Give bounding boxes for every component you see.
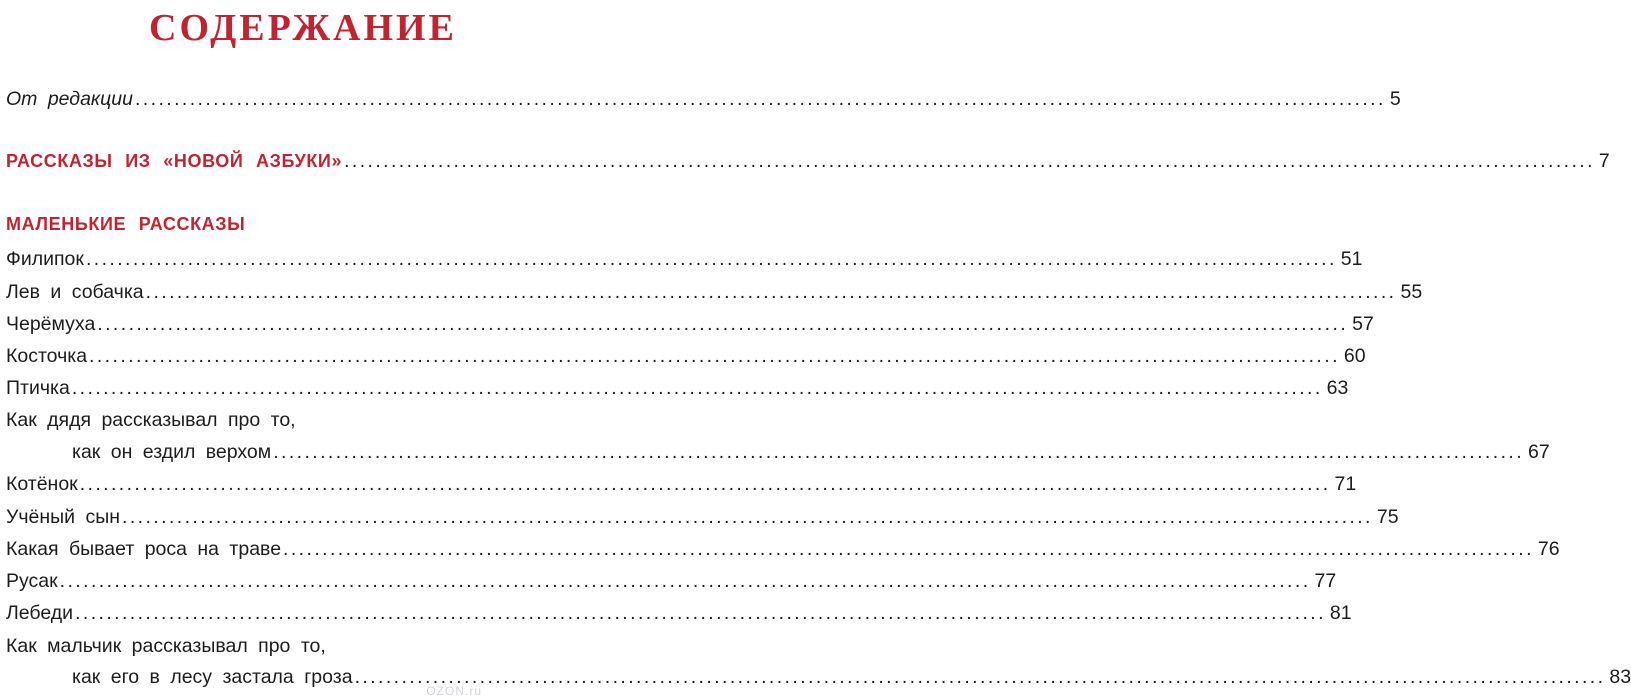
toc-page-number: 81 [1329,602,1352,624]
toc-entry[interactable] [72,441,1550,464]
toc-entry-intro[interactable] [6,88,1401,111]
dot-leader: ................................................................................................................................................................ [283,538,1534,560]
dot-leader: ................................................................................................................................................................ [71,377,1323,399]
page-title: СОДЕРЖАНИЕ [149,7,457,49]
dot-leader: ................................................................................................................................................................ [75,602,1326,624]
dot-leader: ................................................................................................................................................................ [145,281,1397,303]
toc-entry[interactable] [6,473,1357,496]
toc-entry[interactable] [6,281,1423,304]
toc-entry[interactable] [6,377,1349,400]
toc-entry-title: Черёмуха [6,313,96,335]
toc-entry-title: От редакции [6,88,133,110]
toc-page-number: 60 [1343,345,1366,367]
toc-page-number: 67 [1528,441,1550,463]
dot-leader: ................................................................................................................................................................ [273,441,1525,463]
toc-entry[interactable] [72,666,1631,689]
toc-page-number: 75 [1376,506,1399,528]
toc-entry[interactable] [6,345,1366,368]
dot-leader: ................................................................................................................................................................ [354,666,1606,688]
toc-entry-title: Птичка [6,377,70,399]
toc-entry[interactable] [6,506,1399,529]
dot-leader: ................................................................................................................................................................ [134,88,1386,110]
toc-entry-title: как он ездил верхом [72,441,272,463]
toc-entry-title: Лев и собачка [6,281,144,303]
toc-page-number: 57 [1352,313,1374,335]
section-heading: МАЛЕНЬКИЕ РАССКАЗЫ [6,214,246,234]
toc-page-number: 7 [1598,150,1610,172]
watermark-logo: OZON.ru [426,684,482,698]
dot-leader: ................................................................................................................................................................ [97,313,1349,335]
toc-entry[interactable] [6,570,1337,593]
toc-entry-title: как его в лесу застала гроза [72,666,353,688]
toc-page-number: 55 [1400,281,1423,303]
toc-page-number: 76 [1537,538,1560,560]
toc-entry-first-line: Как мальчик рассказывал про то, [6,635,326,657]
dot-leader: ................................................................................................................................................................ [122,506,1373,528]
toc-page-number: 63 [1326,377,1349,399]
dot-leader: ................................................................................................................................................................ [79,473,1331,495]
toc-entry-title: Какая бывает роса на траве [6,538,282,560]
dot-leader: ................................................................................................................................................................ [85,248,1337,270]
toc-entry-title: Учёный сын [6,506,121,528]
toc-entry-title: Русак [6,570,58,592]
toc-entry-part[interactable] [6,150,1610,173]
toc-entry-title: Косточка [6,345,88,367]
toc-entry[interactable] [6,602,1352,625]
toc-page-number: 77 [1314,570,1337,592]
toc-page-number: 83 [1609,666,1631,688]
dot-leader: ................................................................................................................................................................ [89,345,1340,367]
toc-entry-title: Котёнок [6,473,78,495]
dot-leader: ................................................................................................................................................................ [344,150,1595,172]
toc-entry[interactable] [6,538,1560,561]
toc-entry-title: Филипок [6,248,84,270]
toc-page-number: 71 [1334,473,1357,495]
dot-leader: ................................................................................................................................................................ [59,570,1311,592]
toc-page-number: 51 [1340,248,1363,270]
toc-entry-first-line: Как дядя рассказывал про то, [6,409,296,431]
toc-entry[interactable] [6,313,1374,336]
toc-entry-title: Лебеди [6,602,74,624]
toc-part-title: РАССКАЗЫ ИЗ «НОВОЙ АЗБУКИ» [6,151,343,171]
toc-page-number: 5 [1389,88,1401,110]
toc-entry[interactable] [6,248,1363,271]
